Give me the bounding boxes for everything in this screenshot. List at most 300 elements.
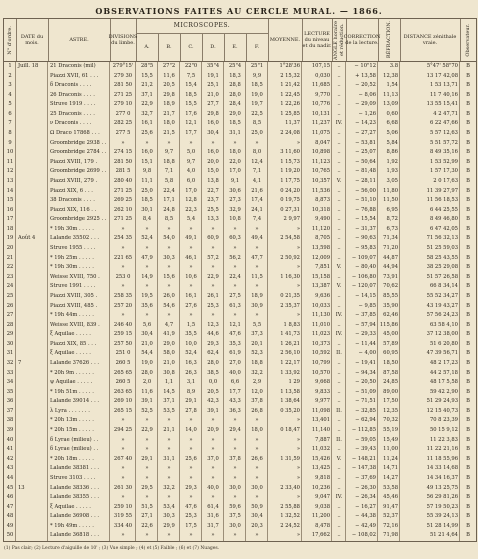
cell-div: » <box>121 225 125 232</box>
cell-dist: 1 53 52,99 <box>429 158 458 165</box>
cell-m: 1 31,59 <box>280 455 300 462</box>
cell-div: 265 15 <box>113 407 133 414</box>
cell-D: 16,0 <box>207 149 219 156</box>
cell-F: » <box>255 436 259 443</box>
cell-D: 29,8 <box>207 110 219 117</box>
cell-E: 9,1 <box>230 177 240 184</box>
cell-D: » <box>211 474 215 481</box>
cell-E: 28,0 <box>229 91 241 98</box>
cell-a: Lalande 38355 . . . <box>50 494 100 501</box>
cell-n: 4 <box>8 91 12 98</box>
cell-A: 8,4 <box>142 216 152 223</box>
cell-d <box>16 311 48 321</box>
cell-ang: .. <box>337 168 341 175</box>
cell-D: 44,6 <box>207 331 219 338</box>
cell-cor: − 56,00 <box>355 187 376 194</box>
cell-E: 17,0 <box>229 168 241 175</box>
cell-a: Lalande 37626 . . . <box>50 359 100 366</box>
cell-div: 279 30 <box>113 72 133 79</box>
cell-D: 25,3 <box>207 302 219 309</box>
cell-div: 334 40 <box>113 522 133 529</box>
cell-div: 254 35 <box>113 235 133 242</box>
cell-C: 4,0 <box>186 168 196 175</box>
cell-lec: 10,033 <box>311 302 330 309</box>
cell-cor: − 16,27 <box>355 503 376 510</box>
cell-cor: − 14,15 <box>355 292 376 299</box>
cell-C: » <box>189 225 193 232</box>
cell-C: » <box>189 312 193 319</box>
cell-d <box>16 445 48 455</box>
cell-D: 23,7 <box>207 197 219 204</box>
cell-n: 20 <box>6 245 14 252</box>
cell-F: 8,0 <box>252 149 262 156</box>
page-title: OBSERVATIONS FAITES AU CERCLE MURAL. — 1866. <box>95 6 383 16</box>
cell-E: 37,8 <box>229 455 241 462</box>
cell-lec: 9,770 <box>315 91 330 98</box>
cell-a: Groombridge 2699 . . <box>50 168 107 175</box>
cell-B: 14,5 <box>163 388 175 395</box>
cell-div: 262 10 <box>113 206 133 213</box>
cell-F: 30,4 <box>251 513 263 520</box>
cell-a: * 20h 15m . . . . . <box>50 427 94 434</box>
cell-d <box>16 321 48 331</box>
cell-lec: 11,032 <box>311 446 330 453</box>
cell-m: 1 26,21 <box>280 340 300 347</box>
cell-o: B <box>466 484 470 491</box>
cell-ref: 24,85 <box>383 379 398 386</box>
cell-ref: 71,34 <box>383 235 398 242</box>
cell-A: 9,8 <box>142 168 152 175</box>
cell-F: 37,8 <box>251 398 263 405</box>
cell-A: » <box>145 436 149 443</box>
cell-B: 21,5 <box>163 130 175 137</box>
cell-n: 11 <box>6 158 14 165</box>
cell-ref: 89,00 <box>383 388 398 395</box>
header-micro-f: F. <box>246 33 269 61</box>
cell-dist: 1 53 13,71 <box>429 82 458 89</box>
cell-A: » <box>145 139 149 146</box>
cell-ang: .. <box>337 321 341 328</box>
cell-d <box>16 139 48 149</box>
cell-n: 19 <box>6 235 14 242</box>
cell-lec: 15,158 <box>311 273 330 280</box>
cell-D: » <box>211 264 215 271</box>
cell-C: 22,3 <box>185 206 197 213</box>
cell-B: » <box>167 474 171 481</box>
cell-E: » <box>233 436 237 443</box>
table-row <box>4 416 476 426</box>
cell-ang: .. <box>337 379 341 386</box>
cell-dist: 6 22 47,66 <box>429 120 458 127</box>
cell-A: 29,5 <box>141 484 153 491</box>
cell-div: 281 50 <box>113 82 133 89</box>
cell-D: 57,2 <box>207 254 219 261</box>
cell-div: 294 25 <box>113 427 133 434</box>
cell-cor: − 148,21 <box>351 455 376 462</box>
cell-d <box>16 474 48 484</box>
cell-div: 259 10 <box>113 503 133 510</box>
cell-cor: − 9,85 <box>358 302 376 309</box>
cell-ref: 11,00 <box>383 446 398 453</box>
cell-F: 22,5 <box>251 110 263 117</box>
cell-D: 28,0 <box>207 359 219 366</box>
cell-n: 21 <box>6 254 14 261</box>
table-row <box>4 244 476 254</box>
cell-div: 271 25 <box>113 91 133 98</box>
header-distance: DISTANCE zénithale vraie. <box>400 19 461 61</box>
cell-C: 22"0 <box>184 63 198 69</box>
cell-d <box>16 292 48 302</box>
cell-cor: − 80,40 <box>355 264 376 271</box>
cell-F: 20,1 <box>251 340 263 347</box>
cell-a: Piazzi XVIII, 305 . <box>50 292 98 299</box>
cell-ref: 55,19 <box>383 427 398 434</box>
cell-div: » <box>121 474 125 481</box>
cell-m: 2 33,40 <box>280 484 300 491</box>
cell-d <box>16 148 48 158</box>
cell-ref: 0,60 <box>386 110 398 117</box>
cell-D: 30,4 <box>207 130 219 137</box>
cell-B: 30,3 <box>163 513 175 520</box>
cell-o: B <box>466 369 470 376</box>
cell-E: » <box>233 225 237 232</box>
cell-cor: + 13,58 <box>355 72 376 79</box>
cell-ref: 45,00 <box>383 331 398 338</box>
cell-ref: 87,58 <box>383 369 398 376</box>
cell-div: 271 25 <box>113 187 133 194</box>
cell-dist: 71 56 32,13 <box>426 235 458 242</box>
cell-a: 38 Draconis . . . . <box>50 197 95 204</box>
cell-d <box>16 225 48 235</box>
cell-div: 263 65 <box>113 388 133 395</box>
cell-lec: 9,833 <box>315 388 330 395</box>
cell-d <box>16 340 48 350</box>
cell-F: 18,0 <box>251 427 263 434</box>
cell-m: » <box>296 139 300 146</box>
cell-D: 40,0 <box>207 484 219 491</box>
table-row <box>4 455 476 465</box>
cell-cor: − 51,10 <box>355 197 376 204</box>
cell-F: 47,7 <box>251 254 263 261</box>
cell-o: B <box>466 359 470 366</box>
cell-dist: 5°47' 58"70 <box>426 63 458 69</box>
cell-dist: 58 25 43,55 <box>426 254 458 261</box>
cell-E: » <box>233 264 237 271</box>
cell-o: B <box>466 101 470 108</box>
header-divisions: DIVISIONS du limbe. <box>110 19 137 61</box>
cell-cor: − 42,49 <box>355 522 376 529</box>
cell-dist: 51 29 24,93 <box>426 398 458 405</box>
table-row <box>4 512 476 522</box>
cell-ang: .. <box>337 446 341 453</box>
cell-A: 47,9 <box>141 254 153 261</box>
cell-E: 37,5 <box>229 513 241 520</box>
cell-E: 29,4 <box>229 427 241 434</box>
cell-lec: 10,357 <box>311 177 330 184</box>
cell-dist: 11 22 21,16 <box>426 446 458 453</box>
cell-ref: 5,06 <box>386 130 398 137</box>
cell-div: 257 20 <box>113 302 133 309</box>
cell-a: * 19h 49m . . . . . <box>50 522 94 529</box>
cell-E: 28,4 <box>229 101 241 108</box>
cell-C: 17,7 <box>185 130 197 137</box>
cell-D: » <box>211 417 215 424</box>
table-row <box>4 254 476 264</box>
cell-m: 1°28'36 <box>279 63 300 69</box>
cell-m: 0 19,75 <box>280 197 300 204</box>
cell-ref: 15,49 <box>383 436 398 443</box>
cell-d <box>16 254 48 264</box>
cell-A: 11,1 <box>141 177 153 184</box>
cell-D: 12,3 <box>207 321 219 328</box>
cell-o: B <box>466 91 470 98</box>
cell-E: 60,3 <box>229 235 241 242</box>
cell-ang: .. <box>337 72 341 79</box>
cell-cor: − 106,80 <box>351 273 376 280</box>
cell-C: 49,1 <box>185 235 197 242</box>
cell-ref: 12,38 <box>383 72 398 79</box>
cell-div: » <box>121 436 125 443</box>
cell-d <box>16 416 48 426</box>
cell-A: 27,1 <box>141 513 153 520</box>
cell-div: 281 50 <box>113 158 133 165</box>
cell-n: 40 <box>6 436 14 443</box>
cell-B: » <box>167 494 171 501</box>
cell-B: » <box>167 283 171 290</box>
cell-F: 11,5 <box>251 273 263 280</box>
table-row <box>4 426 476 436</box>
cell-D: 62,4 <box>207 350 219 357</box>
cell-ang: .. <box>337 187 341 194</box>
table-row <box>4 129 476 139</box>
cell-C: » <box>189 417 193 424</box>
cell-lec: 8,705 <box>315 235 330 242</box>
cell-lec: 107,15 <box>311 63 330 69</box>
cell-o: B <box>466 407 470 414</box>
cell-D: » <box>211 465 215 472</box>
cell-C: 27,6 <box>185 302 197 309</box>
cell-B: 32,2 <box>163 484 175 491</box>
cell-o: B <box>466 130 470 137</box>
cell-div: 261 30 <box>113 484 133 491</box>
cell-ang: .. <box>337 427 341 434</box>
cell-d <box>16 282 48 292</box>
cell-lec: 13,387 <box>311 283 330 290</box>
cell-E: » <box>233 474 237 481</box>
cell-m: 0 21,35 <box>280 292 300 299</box>
cell-o: B <box>466 312 470 319</box>
cell-n: 42 <box>6 455 14 462</box>
cell-C: 10,0 <box>185 340 197 347</box>
cell-A: 5,6 <box>142 321 152 328</box>
cell-lec: 10,131 <box>311 110 330 117</box>
header-lecture: LECTURE du niveau et du nadir. <box>302 19 333 61</box>
cell-n: 33 <box>6 369 14 376</box>
cell-div: 319 55 <box>113 513 133 520</box>
cell-B: 9,7 <box>164 149 174 156</box>
cell-ref: 5,84 <box>386 139 398 146</box>
cell-ang: .. <box>337 417 341 424</box>
cell-C: 18,5 <box>185 91 197 98</box>
cell-cor: − 112,85 <box>351 427 376 434</box>
cell-A: 29,1 <box>141 455 153 462</box>
cell-cor: − 108,02 <box>351 532 376 539</box>
cell-B: 54,6 <box>163 302 175 309</box>
cell-n: 28 <box>6 321 14 328</box>
cell-ang: .. <box>337 216 341 223</box>
cell-F: 12,0 <box>251 388 263 395</box>
cell-ref: 6,73 <box>386 225 398 232</box>
cell-d <box>16 273 48 283</box>
cell-D: 31,7 <box>207 522 219 529</box>
cell-ref: 18,50 <box>383 359 398 366</box>
cell-dist: 2 0 17,63 <box>433 177 458 184</box>
cell-n: 49 <box>6 522 14 529</box>
cell-A: 2,0 <box>142 379 152 386</box>
cell-dist: 43 19 43,27 <box>426 302 458 309</box>
cell-F: » <box>255 264 259 271</box>
cell-E: 27,5 <box>229 292 241 299</box>
cell-div: » <box>121 446 125 453</box>
table-row <box>4 273 476 283</box>
cell-C: 10,6 <box>185 273 197 280</box>
cell-m: » <box>296 245 300 252</box>
cell-cor: − 28,11 <box>355 177 376 184</box>
cell-m: 3 11,60 <box>280 149 300 156</box>
cell-d <box>16 493 48 503</box>
cell-d <box>16 119 48 129</box>
cell-n: 16 <box>6 206 14 213</box>
cell-m: » <box>296 417 300 424</box>
cell-dist: 51 25 59,03 <box>426 245 458 252</box>
cell-C: 26,3 <box>185 369 197 376</box>
cell-n: 5 <box>8 101 12 108</box>
cell-ref: 72,16 <box>383 522 398 529</box>
cell-a: Groombridge 2784 . . <box>50 149 107 156</box>
cell-d <box>16 206 48 216</box>
cell-o: B <box>466 302 470 309</box>
cell-F: » <box>255 465 259 472</box>
cell-n: 50 <box>6 532 14 539</box>
cell-m: 1 22,26 <box>280 101 300 108</box>
cell-B: 8,5 <box>164 216 174 223</box>
cell-n: 12 <box>6 168 14 175</box>
cell-ref: 12,35 <box>383 407 398 414</box>
cell-lec: 10,373 <box>311 340 330 347</box>
cell-div: 280 40 <box>113 177 133 184</box>
cell-C: 12,8 <box>185 197 197 204</box>
cell-cor: − 39,43 <box>355 446 376 453</box>
cell-n: 17 <box>6 216 14 223</box>
cell-C: 29,3 <box>185 484 197 491</box>
cell-F: 25,0 <box>251 130 263 137</box>
cell-ref: 11,50 <box>383 197 398 204</box>
cell-ref: 3.8 <box>389 63 398 69</box>
cell-ref: 44,94 <box>383 264 398 271</box>
cell-a: * 19h 25m . . . . . <box>50 254 94 261</box>
cell-ref: 1,93 <box>386 168 398 175</box>
cell-E: 56,2 <box>229 254 241 261</box>
cell-ang: .. <box>337 532 341 539</box>
cell-C: 16,1 <box>185 292 197 299</box>
cell-E: 32,9 <box>229 206 241 213</box>
cell-o: B <box>466 292 470 299</box>
cell-cor: − 59,05 <box>355 436 376 443</box>
cell-B: 24,8 <box>163 206 175 213</box>
cell-B: 21,1 <box>163 427 175 434</box>
header-angle-text: ANGLE horaire et réduction. <box>333 20 345 60</box>
cell-C: » <box>189 494 193 501</box>
cell-o: B <box>466 379 470 386</box>
cell-ref: 70,32 <box>383 417 398 424</box>
cell-ang: .. <box>337 465 341 472</box>
cell-E: 18,3 <box>229 72 241 79</box>
cell-cor: − 50,64 <box>355 158 376 165</box>
cell-a: Lalande 38336 . . . <box>50 484 100 491</box>
cell-a: δ Lyrae (milieu) . . <box>50 436 99 443</box>
cell-cor: − 26,30 <box>355 484 376 491</box>
cell-F: 30,9 <box>251 302 263 309</box>
cell-ang: .. <box>337 484 341 491</box>
cell-A: » <box>145 283 149 290</box>
cell-A: » <box>145 446 149 453</box>
cell-d: Juill. 18 <box>18 63 39 69</box>
cell-A: 51,5 <box>141 503 153 510</box>
cell-div: 253 0 <box>115 273 131 280</box>
cell-o: B <box>466 264 470 271</box>
cell-cor: − 14,23 <box>355 120 376 127</box>
cell-ref: 53,58 <box>383 484 398 491</box>
cell-o: B <box>466 503 470 510</box>
header-observateur-text: Observateur. <box>465 23 471 57</box>
cell-d <box>16 72 48 82</box>
cell-A: 19,5 <box>141 292 153 299</box>
cell-C: » <box>189 465 193 472</box>
cell-ref: 71,98 <box>383 532 398 539</box>
cell-C: » <box>189 436 193 443</box>
table-row <box>4 282 476 292</box>
cell-o: B <box>466 465 470 472</box>
cell-B: » <box>167 532 171 539</box>
cell-div: » <box>121 312 125 319</box>
table-row <box>4 445 476 455</box>
cell-A: 39,1 <box>141 398 153 405</box>
cell-E: » <box>233 245 237 252</box>
cell-D: 37,0 <box>207 455 219 462</box>
cell-B: 5,8 <box>164 177 174 184</box>
table-row <box>4 369 476 379</box>
cell-ref: 1,54 <box>386 82 398 89</box>
cell-D: 22,9 <box>207 273 219 280</box>
cell-E: 59,6 <box>229 503 241 510</box>
cell-F: 30,0 <box>251 484 263 491</box>
cell-lec: 8,047 <box>315 139 330 146</box>
cell-F: » <box>255 532 259 539</box>
cell-F: » <box>255 225 259 232</box>
cell-ref: 8,86 <box>386 149 398 156</box>
cell-B: 18,9 <box>163 101 175 108</box>
cell-o: B <box>466 350 470 357</box>
cell-ang: .. <box>337 388 341 395</box>
cell-ang: .. <box>337 130 341 137</box>
cell-ref: 17,50 <box>383 398 398 405</box>
table-row <box>4 464 476 474</box>
cell-o: B <box>466 513 470 520</box>
cell-m: 1 25,85 <box>280 110 300 117</box>
cell-o: B <box>466 225 470 232</box>
cell-cor: − 95,83 <box>355 245 376 252</box>
cell-div: 282 25 <box>113 120 133 127</box>
